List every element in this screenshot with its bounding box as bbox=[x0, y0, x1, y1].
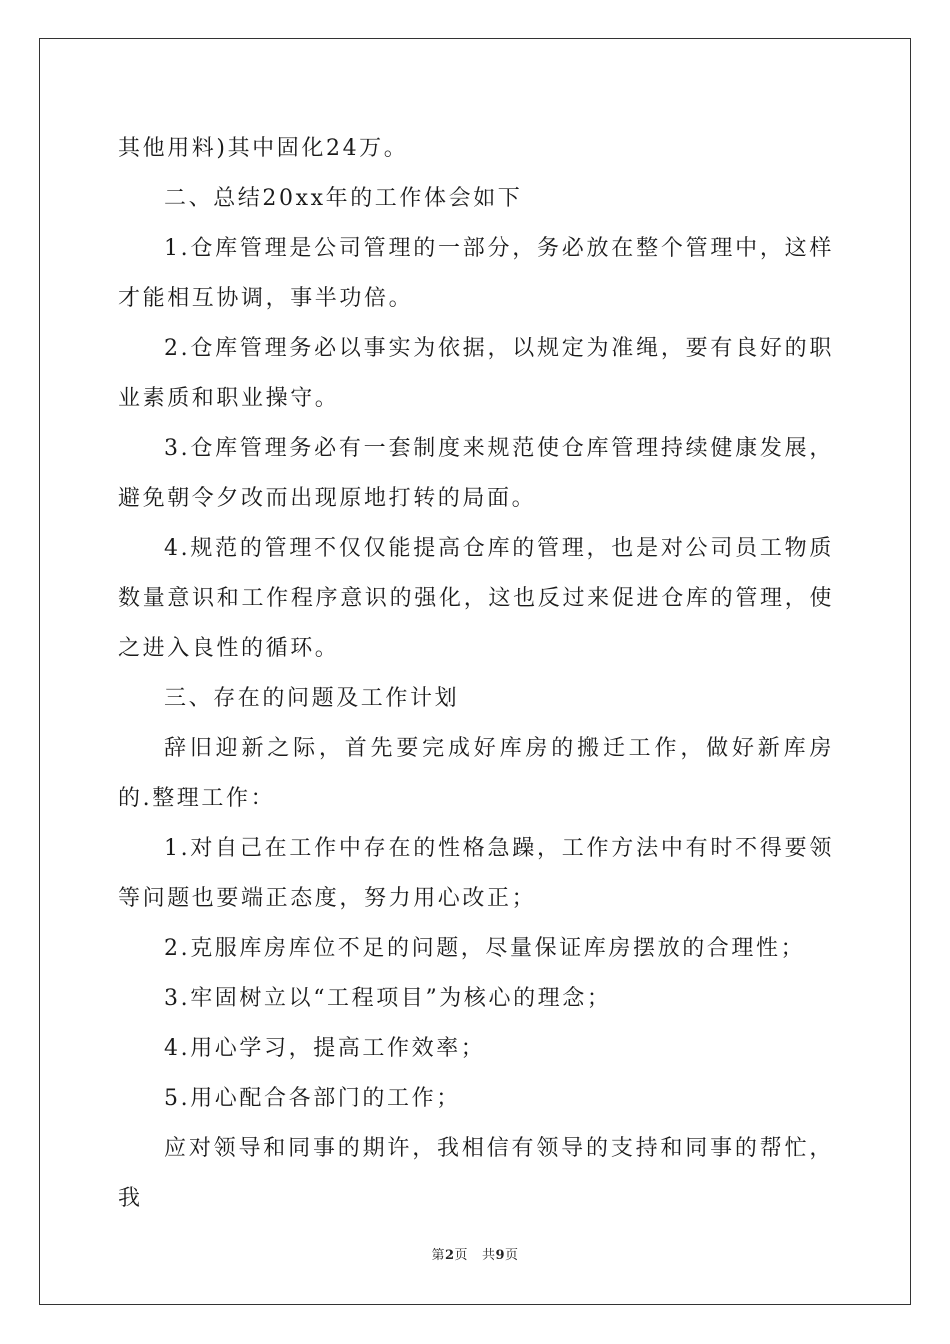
page-prefix: 第 bbox=[431, 1248, 445, 1263]
list-item: 3.仓库管理务必有一套制度来规范使仓库管理持续健康发展，避免朝令夕改而出现原地打转的局面。 bbox=[118, 436, 834, 511]
section-heading-2: 二、总结20xx年的工作体会如下 bbox=[164, 186, 523, 211]
total-suffix: 页 bbox=[505, 1248, 519, 1263]
list-item: 4.规范的管理不仅仅能提高仓库的管理，也是对公司员工物质数量意识和工作程序意识的强化，这也反过来促进仓库的管理，使之进入良性的循环。 bbox=[118, 536, 834, 661]
list-item: 2.仓库管理务必以事实为依据，以规定为准绳，要有良好的职业素质和职业操守。 bbox=[118, 336, 834, 411]
total-prefix: 共 bbox=[481, 1248, 496, 1263]
page-footer bbox=[0, 1244, 950, 1263]
paragraph-intro: 辞旧迎新之际，首先要完成好库房的搬迁工作，做好新库房的.整理工作： bbox=[118, 736, 834, 811]
document-body bbox=[118, 124, 834, 1224]
section-heading-3: 三、存在的问题及工作计划 bbox=[164, 686, 460, 711]
page-suffix: 页 bbox=[454, 1248, 469, 1263]
list-item: 2.克服库房库位不足的问题，尽量保证库房摆放的合理性； bbox=[164, 936, 806, 961]
list-item: 1.对自己在工作中存在的性格急躁，工作方法中有时不得要领等问题也要端正态度，努力用心改正； bbox=[118, 836, 834, 911]
paragraph-1: 其他用料)其中固化24万。 bbox=[118, 136, 409, 161]
list-item: 3.牢固树立以“工程项目”为核心的理念； bbox=[164, 986, 612, 1011]
paragraph-closing: 应对领导和同事的期许，我相信有领导的支持和同事的帮忙，我 bbox=[118, 1136, 834, 1211]
list-item: 5.用心配合各部门的工作； bbox=[164, 1086, 461, 1111]
page-current: 2 bbox=[444, 1248, 455, 1263]
list-item: 4.用心学习，提高工作效率； bbox=[164, 1036, 486, 1061]
page-total: 9 bbox=[495, 1248, 506, 1263]
list-item: 1.仓库管理是公司管理的一部分，务必放在整个管理中，这样才能相互协调，事半功倍。 bbox=[118, 236, 834, 311]
